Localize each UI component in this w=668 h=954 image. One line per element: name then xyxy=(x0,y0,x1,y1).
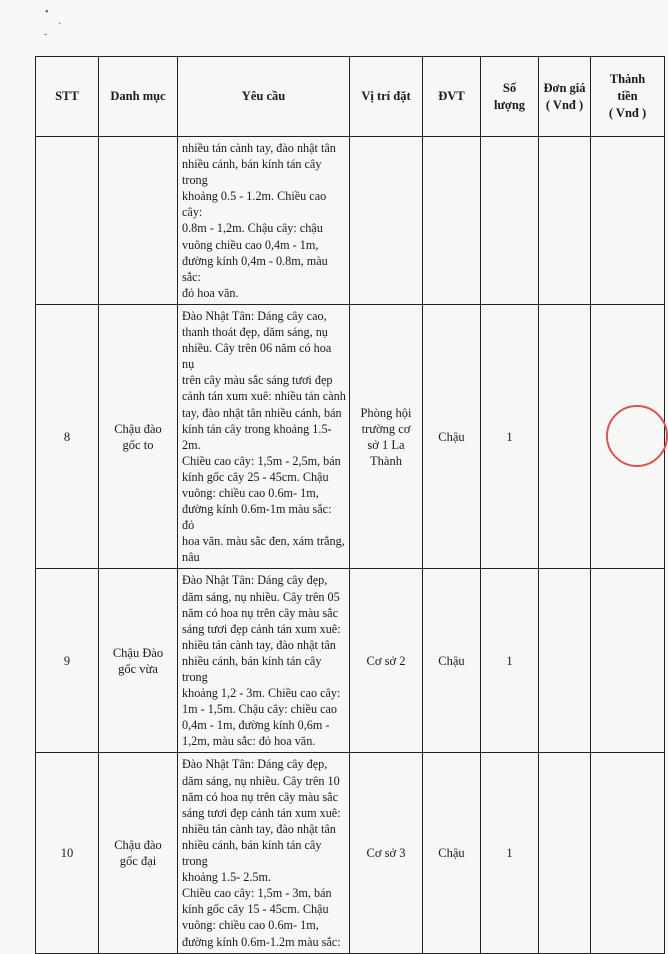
requirement-line: đường kính 0,4m - 0.8m, màu sắc: xyxy=(182,253,328,284)
cell-unit-price xyxy=(539,569,591,753)
requirement-line: 1m - 1,5m. Chậu cây: chiều cao xyxy=(182,702,338,717)
requirement-line: cảnh tán xum xuê: nhiều tán cành xyxy=(182,389,346,404)
cell-requirement xyxy=(178,569,350,753)
cell-category xyxy=(99,304,178,569)
cell-unit: Chậu xyxy=(423,569,481,753)
cell-category xyxy=(99,753,178,953)
requirement-line: dăm sáng, nụ nhiều. Cây trên 05 xyxy=(182,589,340,604)
location-line: Cơ sở 3 xyxy=(366,846,406,861)
header-unit-price xyxy=(539,57,591,137)
requirement-line: sáng tươi đẹp cảnh tán xum xuê: xyxy=(182,805,341,820)
cell-stt xyxy=(36,137,99,305)
requirement-line: nâu xyxy=(182,550,200,565)
table-row xyxy=(36,569,665,753)
requirement-line: 1,2m, màu sắc: đỏ hoa văn. xyxy=(182,734,316,749)
location-line: Phòng hội xyxy=(360,405,412,420)
requirement-line: 0,4m - 1m, đường kính 0,6m - xyxy=(182,718,330,733)
requirement-line: sáng tươi đẹp cảnh tán xum xuê: xyxy=(182,621,341,636)
procurement-table xyxy=(35,56,665,954)
header-total xyxy=(591,57,665,137)
requirement-line: nhiều cánh, bán kính tán cây trong xyxy=(182,653,322,684)
category-line: Chậu Đào xyxy=(112,645,164,660)
cell-category xyxy=(99,137,178,305)
requirement-line: thanh thoát đẹp, dăm sáng, nụ xyxy=(182,325,328,340)
cell-unit: Chậu xyxy=(423,753,481,953)
table-row xyxy=(36,753,665,953)
requirement-line: năm có hoa nụ trên cây màu sắc xyxy=(182,789,339,804)
scan-mark: · xyxy=(58,19,62,30)
cell-category xyxy=(99,569,178,753)
header-row xyxy=(36,57,665,137)
requirement-line: kính gốc cây 15 - 45cm. Chậu xyxy=(182,902,329,917)
cell-stt: 8 xyxy=(36,304,99,569)
cell-stt: 10 xyxy=(36,753,99,953)
requirement-line: khoảng 0.5 - 1.2m. Chiều cao cây: xyxy=(182,189,327,220)
cell-quantity xyxy=(481,137,539,305)
requirement-line: đường kính 0.6m-1.2m màu sắc: xyxy=(182,934,341,949)
requirement-line: hoa văn. màu sắc đen, xám trắng, xyxy=(182,534,345,549)
cell-unit-price xyxy=(539,137,591,305)
requirement-line: trên cây màu sắc sáng tươi đẹp xyxy=(182,373,333,388)
header-stt: STT xyxy=(36,57,99,137)
cell-location xyxy=(350,304,423,569)
requirement-line: đường kính 0.6m-1m màu sắc: đỏ xyxy=(182,502,332,533)
table-row xyxy=(36,137,665,305)
requirement-line: kính gốc cây 25 - 45cm. Chậu xyxy=(182,469,329,484)
requirement-line: năm có hoa nụ trên cây màu sắc xyxy=(182,605,339,620)
requirement-line: Đào Nhật Tân: Dáng cây cao, xyxy=(182,308,327,323)
requirement-line: tay, đào nhật tân nhiều cánh, bán xyxy=(182,405,342,420)
scan-mark: - xyxy=(44,29,48,40)
cell-total xyxy=(591,753,665,953)
header-unit-price-line: Đơn giá xyxy=(543,80,586,95)
cell-total xyxy=(591,569,665,753)
header-quantity xyxy=(481,57,539,137)
requirement-line: nhiều cánh, bán kính tán cây trong xyxy=(182,837,322,869)
cell-unit: Chậu xyxy=(423,304,481,569)
header-location: Vị trí đặt xyxy=(350,57,423,137)
cell-unit-price xyxy=(539,753,591,953)
requirement-line: vuông: chiều cao 0.6m- 1m, xyxy=(182,485,319,500)
cell-quantity: 1 xyxy=(481,753,539,953)
requirement-line: 2m. xyxy=(182,437,201,452)
requirement-line: kính tán cây trong khoảng 1.5- xyxy=(182,421,332,436)
cell-stt: 9 xyxy=(36,569,99,753)
table-row xyxy=(36,304,665,569)
cell-requirement xyxy=(178,137,350,305)
requirement-line: nhiều cánh, bán kính tán cây trong xyxy=(182,157,322,188)
requirement-line: nhiều tán cành tay, đào nhật tân xyxy=(182,821,336,836)
cell-unit-price xyxy=(539,304,591,569)
requirement-line: vuông chiều cao 0,4m - 1m, xyxy=(182,237,319,252)
requirement-line: nhiều tán cành tay, đào nhật tân xyxy=(182,637,336,652)
category-line: gốc vừa xyxy=(118,661,158,676)
requirement-line: nhiều tán cành tay, đào nhật tân xyxy=(182,141,336,155)
requirement-line: Đào Nhật Tân: Dáng cây đẹp, xyxy=(182,757,328,772)
cell-location xyxy=(350,137,423,305)
header-requirement: Yêu cầu xyxy=(178,57,350,137)
header-quantity-line: Số xyxy=(502,80,517,95)
cell-requirement xyxy=(178,753,350,953)
category-line: gốc to xyxy=(122,437,154,452)
header-total-line: ( Vnđ ) xyxy=(608,106,647,120)
requirement-line: vuông: chiều cao 0.6m- 1m, xyxy=(182,918,319,933)
cell-location xyxy=(350,753,423,953)
location-line: sở 1 La xyxy=(367,437,405,452)
cell-quantity: 1 xyxy=(481,304,539,569)
requirement-line: nhiều. Cây trên 06 năm có hoa nụ xyxy=(182,341,332,372)
requirement-line: 0.8m - 1,2m. Chậu cây: chậu xyxy=(182,221,323,236)
category-line: gốc đại xyxy=(119,854,157,869)
requirement-line: khoảng 1,2 - 3m. Chiều cao cây: xyxy=(182,686,341,701)
location-line: Cơ sở 2 xyxy=(366,653,406,668)
requirement-line: Chiều cao cây: 1,5m - 2,5m, bán xyxy=(182,453,341,468)
header-unit-price-line: ( Vnđ ) xyxy=(545,97,584,112)
requirement-line: Đào Nhật Tân: Dáng cây đẹp, xyxy=(182,573,328,588)
requirement-line: Chiều cao cây: 1,5m - 3m, bán xyxy=(182,886,332,901)
header-total-line: Thành xyxy=(609,72,646,86)
requirement-line: dăm sáng, nụ nhiều. Cây trên 10 xyxy=(182,773,340,788)
header-quantity-line: lượng xyxy=(493,97,526,112)
cell-requirement xyxy=(178,304,350,569)
cell-location xyxy=(350,569,423,753)
location-line: Thành xyxy=(370,453,402,468)
cell-total xyxy=(591,137,665,305)
header-unit: ĐVT xyxy=(423,57,481,137)
location-line: trường cơ xyxy=(361,421,411,436)
scan-mark: • xyxy=(45,7,49,18)
header-total-line: tiền xyxy=(617,89,638,103)
requirement-line: đỏ hoa văn. xyxy=(182,285,239,300)
category-line: Chậu đào xyxy=(114,838,162,853)
category-line: Chậu đào xyxy=(114,421,162,436)
requirement-line: khoảng 1.5- 2.5m. xyxy=(182,870,272,885)
red-stamp-seal xyxy=(606,405,668,467)
cell-quantity: 1 xyxy=(481,569,539,753)
header-category: Danh mục xyxy=(99,57,178,137)
cell-unit xyxy=(423,137,481,305)
